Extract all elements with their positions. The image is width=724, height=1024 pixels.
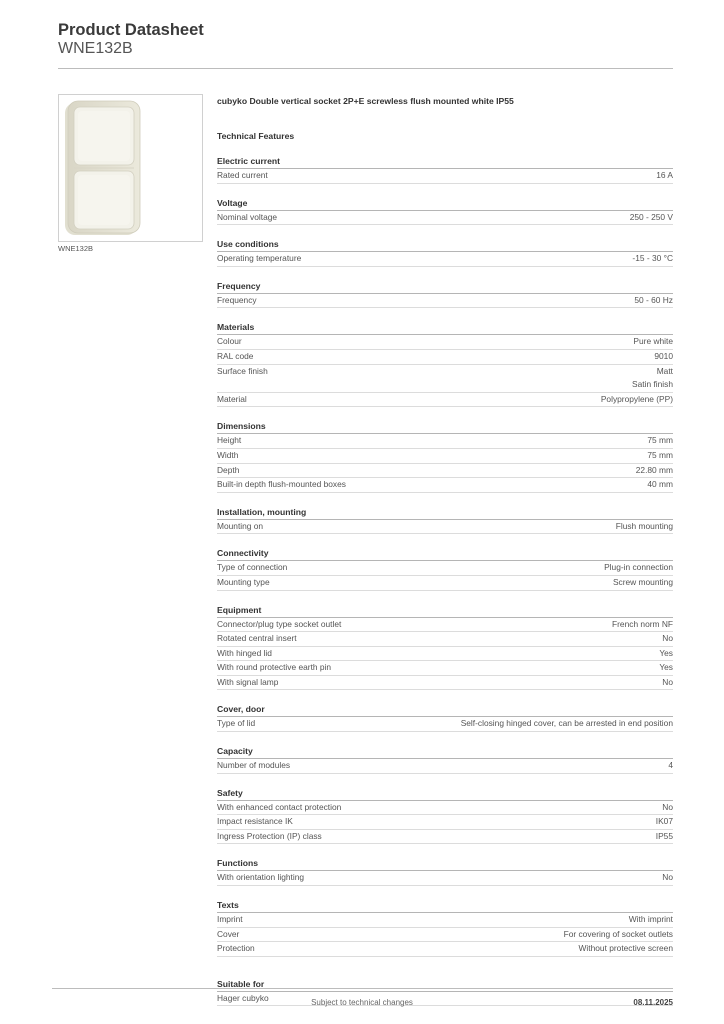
spec-label: Ingress Protection (IP) class — [217, 830, 322, 841]
spec-value-line: Screw mounting — [612, 576, 673, 587]
spec-row — [217, 759, 673, 774]
spec-value — [656, 815, 673, 829]
spec-value — [636, 464, 673, 478]
feature-section — [217, 198, 673, 226]
spec-value — [630, 211, 673, 225]
spec-row — [217, 434, 673, 449]
spec-value-line: 250 - 250 V — [629, 211, 673, 222]
spec-label: Mounting on — [217, 520, 264, 531]
section-title: Connectivity — [217, 548, 673, 561]
spec-value — [634, 294, 673, 308]
spec-value-line: 4 — [668, 760, 673, 771]
feature-section — [217, 900, 673, 957]
footer-note: Subject to technical changes — [311, 998, 413, 1007]
feature-section — [217, 858, 673, 886]
spec-value-line: Satin finish — [632, 379, 673, 390]
spec-value-line: Polypropylene (PP) — [600, 393, 673, 404]
spec-row — [217, 350, 673, 365]
spec-value — [662, 871, 673, 885]
section-title: Dimensions — [217, 421, 673, 434]
feature-section — [217, 421, 673, 492]
spec-label: With hinged lid — [217, 647, 272, 658]
spec-label: RAL code — [217, 350, 254, 361]
spec-value-line: Pure white — [633, 336, 673, 347]
spec-value — [601, 393, 673, 407]
section-title: Texts — [217, 900, 673, 913]
spec-value — [616, 520, 673, 534]
spec-value — [632, 365, 673, 392]
spec-row — [217, 913, 673, 928]
spec-value — [656, 830, 673, 844]
feature-section — [217, 281, 673, 309]
feature-section — [217, 746, 673, 774]
spec-label: Height — [217, 435, 242, 446]
spec-value-line: Yes — [659, 647, 673, 658]
spec-value — [564, 928, 673, 942]
section-title: Materials — [217, 322, 673, 335]
feature-section — [217, 322, 673, 407]
spec-row — [217, 717, 673, 732]
section-title: Equipment — [217, 605, 673, 618]
spec-label: Surface finish — [217, 365, 268, 376]
spec-value-line: Self-closing hinged cover, can be arrested in end position — [460, 718, 673, 729]
spec-value-line: 75 mm — [647, 435, 673, 446]
section-title: Capacity — [217, 746, 673, 759]
spec-value-line: 22.80 mm — [635, 464, 673, 475]
spec-row — [217, 618, 673, 633]
spec-value-line: French norm NF — [612, 618, 673, 629]
spec-label: Type of lid — [217, 718, 256, 729]
section-title: Voltage — [217, 198, 673, 211]
spec-value — [604, 561, 673, 575]
spec-row — [217, 576, 673, 591]
spec-value — [662, 801, 673, 815]
spec-value — [632, 252, 673, 266]
spec-value-line: IP55 — [655, 830, 673, 841]
spec-row — [217, 478, 673, 493]
spec-label: Impact resistance IK — [217, 816, 293, 827]
section-title: Electric current — [217, 156, 673, 169]
spec-value — [654, 350, 673, 364]
spec-row — [217, 661, 673, 676]
spec-row — [217, 365, 673, 393]
spec-label: With orientation lighting — [217, 872, 305, 883]
spec-label: Cover — [217, 928, 240, 939]
section-title: Functions — [217, 858, 673, 871]
spec-value — [633, 335, 673, 349]
feature-section — [217, 548, 673, 590]
spec-label: Frequency — [217, 294, 257, 305]
spec-row — [217, 928, 673, 943]
spec-value-line: 16 A — [656, 170, 673, 180]
feature-section — [217, 788, 673, 845]
spec-value-line: Yes — [659, 662, 673, 673]
spec-row — [217, 393, 673, 408]
spec-row — [217, 464, 673, 479]
spec-label: Nominal voltage — [217, 211, 278, 222]
feature-section — [217, 704, 673, 732]
spec-value-line: Without protective screen — [578, 943, 673, 954]
spec-value — [668, 759, 673, 773]
section-title: Use conditions — [217, 239, 673, 252]
spec-row — [217, 294, 673, 309]
feature-sections — [217, 156, 673, 1006]
spec-row — [217, 871, 673, 886]
spec-value-line: -15 - 30 °C — [632, 253, 673, 264]
spec-row — [217, 449, 673, 464]
spec-row — [217, 520, 673, 535]
spec-label: With round protective earth pin — [217, 662, 332, 673]
spec-row — [217, 252, 673, 267]
spec-row — [217, 211, 673, 226]
image-caption: WNE132B — [58, 244, 94, 253]
spec-value-line: No — [662, 633, 673, 644]
section-title: Cover, door — [217, 704, 673, 717]
spec-label: Rotated central insert — [217, 633, 297, 644]
spec-label: Depth — [217, 464, 240, 475]
spec-row — [217, 815, 673, 830]
spec-row — [217, 169, 673, 184]
spec-row — [217, 335, 673, 350]
page-title: Product Datasheet — [58, 21, 204, 39]
spec-value — [662, 632, 673, 646]
spec-value — [656, 169, 673, 183]
spec-value — [629, 913, 673, 927]
spec-value-line: Matt — [656, 365, 673, 376]
spec-label: Hager cubyko — [217, 992, 269, 1003]
spec-value-line: 40 mm — [647, 479, 673, 490]
spec-label: Rated current — [217, 170, 268, 180]
spec-row — [217, 830, 673, 845]
spec-value-line: No — [662, 676, 673, 687]
spec-label: With enhanced contact protection — [217, 801, 342, 812]
spec-value-line: With imprint — [628, 914, 673, 925]
spec-label: Width — [217, 449, 239, 460]
footer-date: 08.11.2025 — [633, 998, 673, 1007]
spec-value — [659, 661, 673, 675]
spec-value-line: Plug-in connection — [604, 562, 673, 573]
spec-row — [217, 632, 673, 647]
spec-label: Type of connection — [217, 562, 288, 573]
spec-value-line: IK07 — [655, 816, 673, 827]
spec-value — [662, 676, 673, 690]
spec-value-line: 50 - 60 Hz — [634, 294, 673, 305]
spec-row — [217, 561, 673, 576]
spec-label: Protection — [217, 943, 255, 954]
spec-label: Connector/plug type socket outlet — [217, 618, 342, 629]
spec-label: Built-in depth flush-mounted boxes — [217, 479, 346, 490]
spec-value — [659, 647, 673, 661]
spec-value-line: 9010 — [654, 350, 673, 361]
spec-row — [217, 676, 673, 691]
spec-label: Colour — [217, 336, 242, 347]
datasheet-content — [217, 95, 673, 1006]
feature-section — [217, 507, 673, 535]
product-name: cubyko Double vertical socket 2P+E screwless flush mounted white IP55 — [217, 96, 514, 106]
spec-row — [217, 647, 673, 662]
spec-label: Operating temperature — [217, 253, 302, 264]
spec-value-line: 75 mm — [647, 449, 673, 460]
section-title: Suitable for — [217, 979, 673, 992]
spec-value-line: For covering of socket outlets — [563, 928, 673, 939]
spec-value — [612, 618, 673, 632]
spec-label: Material — [217, 393, 247, 404]
spec-label: Number of modules — [217, 760, 291, 771]
spec-value-line: Flush mounting — [615, 520, 673, 531]
spec-label: With signal lamp — [217, 676, 279, 687]
spec-label: Mounting type — [217, 576, 270, 587]
spec-row — [217, 801, 673, 816]
product-code: WNE132B — [58, 40, 133, 57]
product-image — [58, 94, 203, 242]
spec-value — [461, 717, 673, 731]
technical-features-heading: Technical Features — [217, 131, 295, 141]
feature-section — [217, 239, 673, 267]
feature-section — [217, 156, 673, 184]
feature-section — [217, 605, 673, 691]
footer-divider — [52, 988, 673, 989]
spec-value-line: No — [662, 872, 673, 883]
section-title: Installation, mounting — [217, 507, 673, 520]
spec-value — [579, 942, 674, 956]
spec-value — [647, 449, 673, 463]
spec-row — [217, 942, 673, 957]
spec-label: Imprint — [217, 914, 243, 925]
spec-value — [647, 478, 673, 492]
spec-value-line: No — [662, 801, 673, 812]
section-title: Frequency — [217, 281, 673, 294]
section-title: Safety — [217, 788, 673, 801]
header-divider — [58, 68, 673, 69]
spec-value — [647, 434, 673, 448]
spec-value — [613, 576, 673, 590]
